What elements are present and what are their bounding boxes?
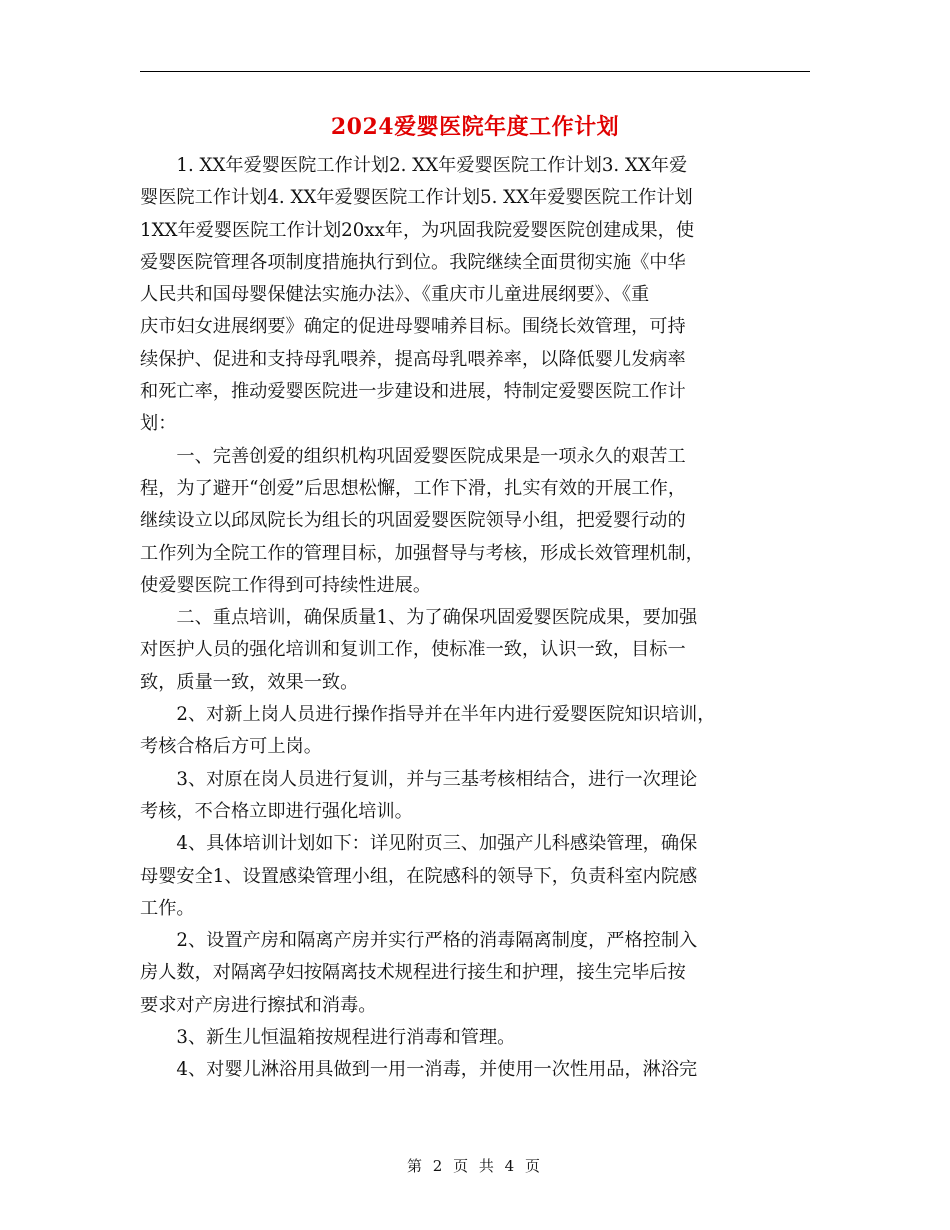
text-line: 继续设立以邱凤院长为组长的巩固爱婴医院领导小组，把爱婴行动的: [140, 510, 686, 532]
text-line: 人民共和国母婴保健法实施办法》、《重庆市儿童进展纲要》、《重: [140, 284, 650, 306]
text-line: 工作列为全院工作的管理目标，加强督导与考核，形成长效管理机制，: [140, 542, 704, 564]
text-line: 3、对原在岗人员进行复训，并与三基考核相结合，进行一次理论: [176, 768, 698, 790]
text-line: 二、重点培训，确保质量1、为了确保巩固爱婴医院成果，要加强: [176, 607, 698, 629]
text-line: 母婴安全1、设置感染管理小组，在院感科的领导下，负责科室内院感: [140, 865, 698, 887]
text-line: 考核，不合格立即进行强化培训。: [140, 800, 413, 822]
text-line: 对医护人员的强化培训和复训工作，使标准一致，认识一致，目标一: [140, 639, 686, 661]
text-line: 划：: [140, 413, 177, 435]
paragraph: [140, 441, 812, 602]
text-line: 2、对新上岗人员进行操作指导并在半年内进行爱婴医院知识培训，: [176, 704, 716, 726]
paragraph: [140, 925, 812, 1022]
text-line: 3、新生儿恒温箱按规程进行消毒和管理。: [176, 1027, 516, 1049]
paragraph: [140, 1054, 812, 1086]
text-line: 2、设置产房和隔离产房并实行严格的消毒隔离制度，严格控制入: [176, 930, 698, 952]
paragraph: [140, 828, 812, 925]
text-line: 4、对婴儿淋浴用具做到一用一消毒，并使用一次性用品，淋浴完: [176, 1059, 698, 1081]
paragraph: [140, 699, 812, 764]
document-body: [140, 150, 812, 1087]
text-line: 1XX年爱婴医院工作计划20xx年，为巩固我院爱婴医院创建成果，使: [140, 219, 695, 241]
text-line: 程，为了避开“创爱”后思想松懈，工作下滑，扎实有效的开展工作，: [140, 477, 687, 499]
page-footer: 第 2 页 共 4 页: [407, 1157, 543, 1175]
text-line: 要求对产房进行擦拭和消毒。: [140, 994, 377, 1016]
paragraph: [140, 764, 812, 829]
paragraph: [140, 150, 812, 441]
text-line: 致，质量一致，效果一致。: [140, 671, 359, 693]
text-line: 续保护、促进和支持母乳喂养，提高母乳喂养率，以降低婴儿发病率: [140, 348, 686, 370]
text-line: 工作。: [140, 897, 195, 919]
paragraph: [140, 602, 812, 699]
paragraph: [140, 1022, 812, 1054]
text-line: 一、完善创爱的组织机构巩固爱婴医院成果是一项永久的艰苦工: [176, 445, 686, 467]
text-line: 婴医院工作计划4. XX年爱婴医院工作计划5. XX年爱婴医院工作计划: [140, 187, 693, 209]
text-line: 爱婴医院管理各项制度措施执行到位。我院继续全面贯彻实施《中华: [140, 251, 686, 273]
text-line: 1. XX年爱婴医院工作计划2. XX年爱婴医院工作计划3. XX年爱: [176, 155, 688, 176]
text-line: 4、具体培训计划如下：详见附页三、加强产儿科感染管理，确保: [176, 833, 698, 855]
text-line: 使爱婴医院工作得到可持续性进展。: [140, 574, 432, 596]
text-line: 和死亡率，推动爱婴医院进一步建设和进展，特制定爱婴医院工作计: [140, 381, 686, 403]
document-title: 2024爱婴医院年度工作计划: [330, 114, 620, 140]
text-line: 考核合格后方可上岗。: [140, 736, 322, 758]
text-line: 房人数，对隔离孕妇按隔离技术规程进行接生和护理，接生完毕后按: [140, 962, 686, 984]
header-rule: [140, 71, 810, 72]
text-line: 庆市妇女进展纲要》确定的促进母婴哺养目标。围绕长效管理，可持: [140, 316, 686, 338]
